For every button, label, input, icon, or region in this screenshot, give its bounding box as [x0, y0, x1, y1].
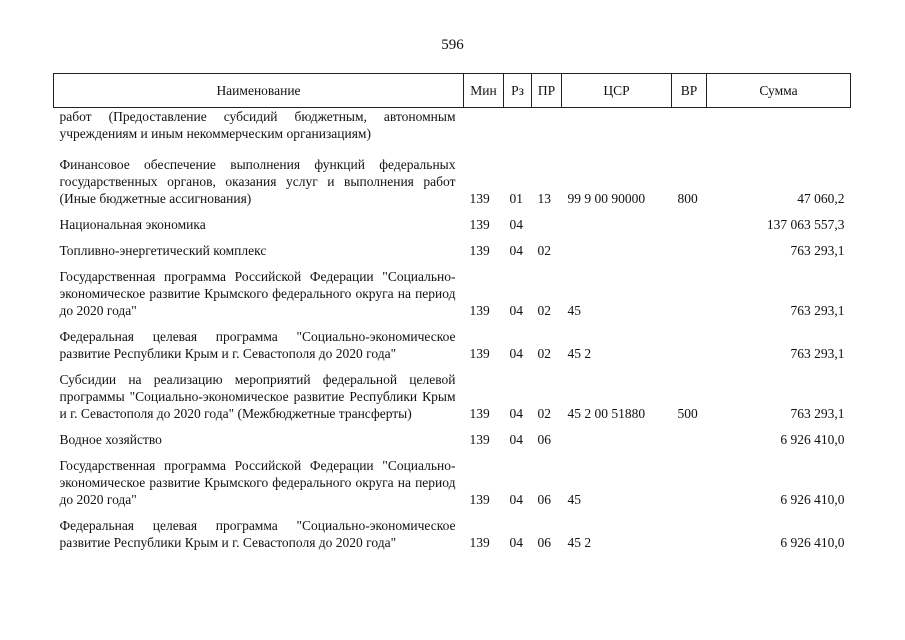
row-csr: 45 [567, 303, 581, 318]
row-name: Государственная программа Российской Федерации "Социально-экономическое развитие Крымского федерального округа на период до 2020 года" [59, 269, 456, 318]
row-name: Топливно-энергетический комплекс [59, 243, 267, 258]
row-name: Национальная экономика [59, 217, 206, 232]
row-csr [562, 216, 672, 233]
table-row [54, 268, 851, 319]
row-vr: 500 [677, 406, 698, 421]
row-min: 139 [469, 406, 490, 421]
row-rz [504, 108, 532, 143]
table-row [54, 108, 851, 143]
header-rz: Рз [504, 74, 532, 108]
row-pr [532, 216, 562, 233]
row-min: 139 [469, 303, 490, 318]
header-vr: ВР [672, 74, 707, 108]
row-vr [672, 268, 707, 319]
row-sum: 137 063 557,3 [766, 217, 845, 232]
row-vr: 800 [677, 191, 698, 206]
row-name: Государственная программа Российской Федерации "Социально-экономическое развитие Крымского федерального округа на период до 2020 года" [59, 458, 456, 507]
row-min [464, 108, 504, 143]
row-sum [707, 108, 851, 143]
row-vr [672, 216, 707, 233]
row-name: работ (Предоставление субсидий бюджетным, автономным учреждениям и иным некоммерческим организациям) [59, 109, 456, 141]
row-name: Федеральная целевая программа "Социально-экономическое развитие Республики Крым и г. Севастополя до 2020 года" [59, 329, 456, 361]
row-rz: 04 [509, 406, 523, 421]
row-csr: 45 2 [567, 346, 592, 361]
row-vr [672, 431, 707, 448]
row-pr: 02 [537, 346, 551, 361]
row-vr [672, 108, 707, 143]
row-vr [672, 517, 707, 551]
row-name: Федеральная целевая программа "Социально-экономическое развитие Республики Крым и г. Севастополя до 2020 года" [59, 518, 456, 550]
row-pr: 02 [537, 406, 551, 421]
row-csr [562, 431, 672, 448]
row-pr: 06 [537, 535, 551, 550]
row-pr: 02 [537, 243, 551, 258]
header-pr: ПР [532, 74, 562, 108]
budget-table [53, 73, 851, 551]
row-pr: 02 [537, 303, 551, 318]
row-rz: 04 [509, 303, 523, 318]
row-rz: 04 [509, 492, 523, 507]
row-rz: 04 [509, 217, 523, 232]
row-min: 139 [469, 243, 490, 258]
row-sum: 47 060,2 [797, 191, 845, 206]
row-min: 139 [469, 535, 490, 550]
table-row [54, 457, 851, 508]
table-row [54, 242, 851, 259]
row-csr: 45 [567, 492, 581, 507]
row-min: 139 [469, 492, 490, 507]
row-name: Субсидии на реализацию мероприятий федеральной целевой программы "Социально-экономическое развитие Республики Крым и г. Севастополя до 2020 года" (Межбюджетные трансферты) [59, 372, 456, 421]
row-min: 139 [469, 191, 490, 206]
header-sum: Сумма [707, 74, 851, 108]
row-sum: 763 293,1 [790, 243, 845, 258]
row-sum: 763 293,1 [790, 406, 845, 421]
row-sum: 6 926 410,0 [780, 432, 845, 447]
row-min: 139 [469, 346, 490, 361]
row-rz: 04 [509, 432, 523, 447]
row-rz: 04 [509, 346, 523, 361]
row-csr: 45 2 00 51880 [567, 406, 646, 421]
page-number: 596 [441, 37, 464, 53]
table-row [54, 216, 851, 233]
row-sum: 763 293,1 [790, 303, 845, 318]
table-row [54, 517, 851, 551]
row-vr [672, 328, 707, 362]
row-rz: 04 [509, 535, 523, 550]
row-vr [672, 242, 707, 259]
row-name: Финансовое обеспечение выполнения функций федеральных государственных органов, оказания услуг и выполнения работ (Иные бюджетные ассигнования) [59, 157, 456, 206]
row-rz: 04 [509, 243, 523, 258]
row-sum: 6 926 410,0 [780, 492, 845, 507]
table-row [54, 431, 851, 448]
row-csr [562, 242, 672, 259]
row-vr [672, 457, 707, 508]
table-header-row [54, 74, 851, 108]
row-sum: 6 926 410,0 [780, 535, 845, 550]
row-pr [532, 108, 562, 143]
header-name: Наименование [54, 74, 464, 108]
table-row [54, 371, 851, 422]
row-pr: 06 [537, 432, 551, 447]
header-min: Мин [464, 74, 504, 108]
row-min: 139 [469, 217, 490, 232]
row-min: 139 [469, 432, 490, 447]
row-rz: 01 [509, 191, 523, 206]
table-row [54, 156, 851, 207]
row-csr: 45 2 [567, 535, 592, 550]
row-pr: 06 [537, 492, 551, 507]
row-csr: 99 9 00 90000 [567, 191, 646, 206]
row-pr: 13 [537, 191, 551, 206]
table-row [54, 328, 851, 362]
row-sum: 763 293,1 [790, 346, 845, 361]
row-csr [562, 108, 672, 143]
header-csr: ЦСР [562, 74, 672, 108]
row-name: Водное хозяйство [59, 432, 162, 447]
